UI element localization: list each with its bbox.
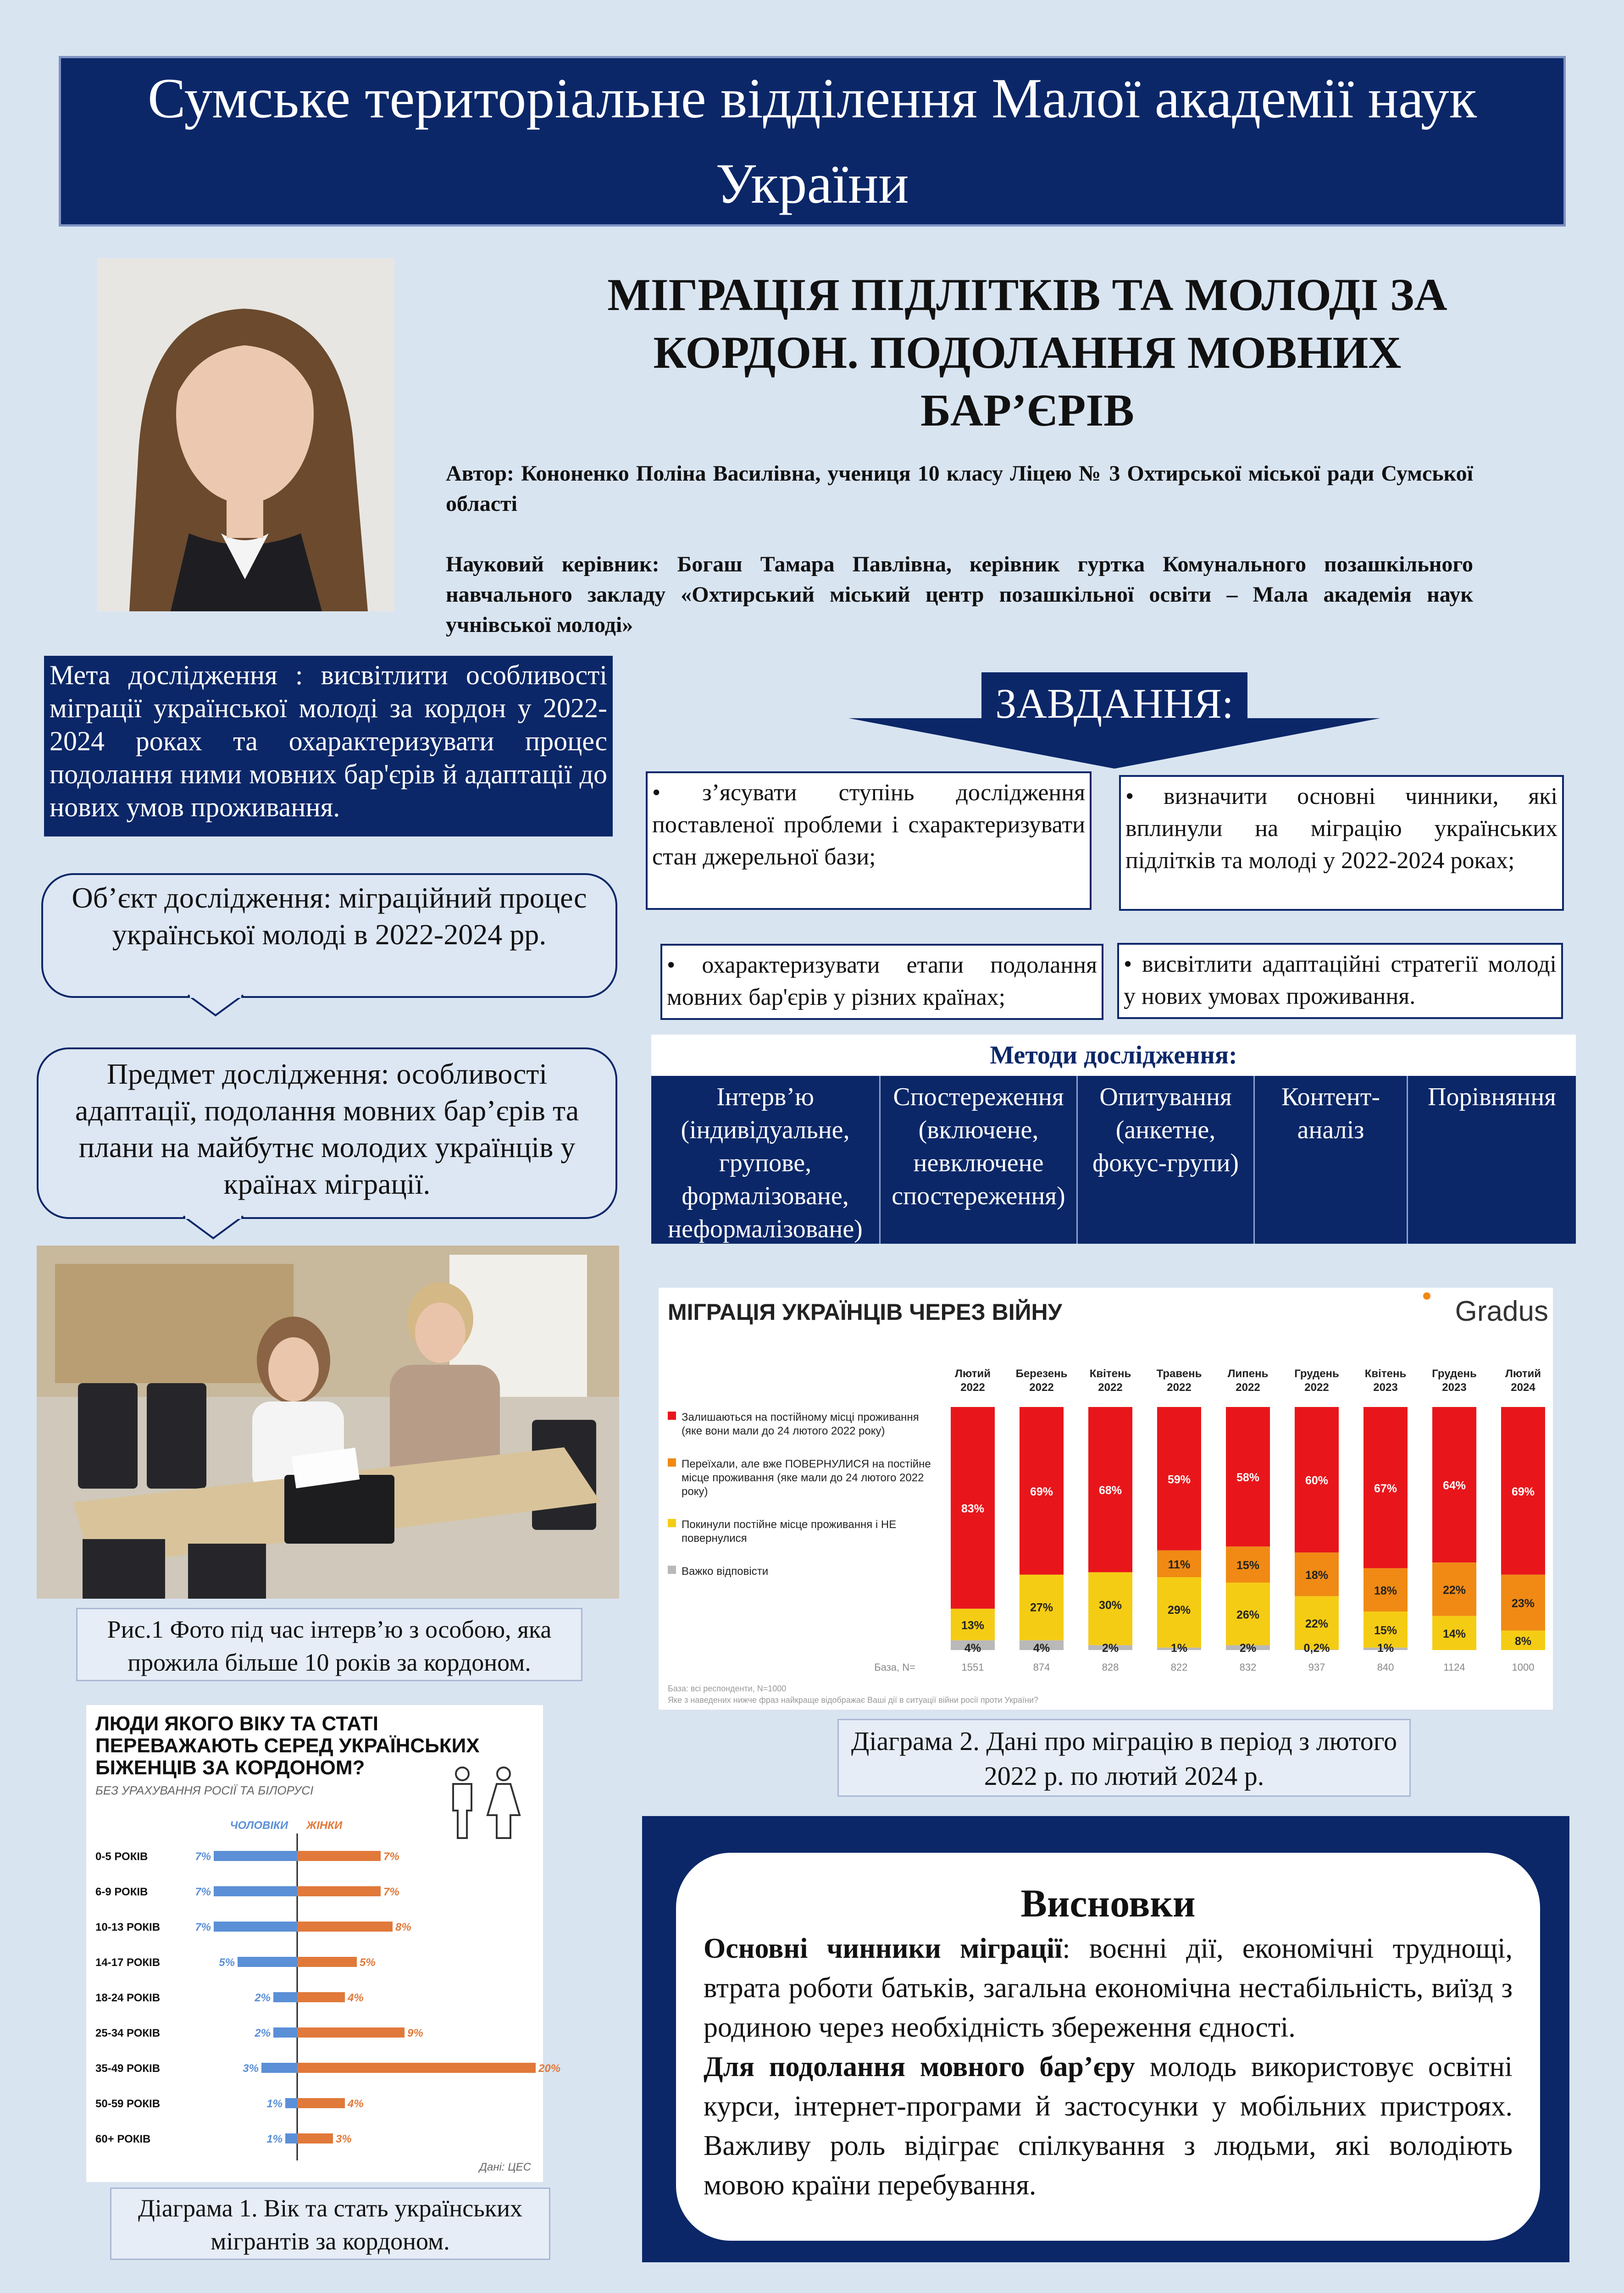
- bar-value-label: 22%: [1442, 1584, 1466, 1597]
- bar-value-label: 4%: [1033, 1642, 1050, 1655]
- bar-men: [214, 1886, 297, 1896]
- category-year: 2024: [1511, 1381, 1535, 1394]
- legend-label: Покинули постійне місце проживання і НЕ: [682, 1518, 897, 1531]
- base-value: 1124: [1443, 1662, 1465, 1673]
- category-label: Березень: [1015, 1368, 1068, 1380]
- conclusions-paragraph-1: [704, 1929, 1513, 2047]
- value-women: 7%: [383, 1886, 399, 1898]
- bar-men: [285, 2098, 297, 2108]
- conclusions-panel: [676, 1853, 1540, 2241]
- methods-grid: [651, 1076, 1576, 1244]
- object-bubble-tail: [188, 995, 243, 1016]
- bar-value-label: 67%: [1374, 1482, 1397, 1495]
- category-year: 2022: [1098, 1381, 1123, 1394]
- value-women: 9%: [407, 2027, 423, 2039]
- age-label: 35-49 РОКІВ: [95, 2062, 161, 2075]
- value-men: 5%: [219, 1956, 235, 1969]
- method-observation: Спостереження (включене, невключене спостереження): [881, 1076, 1078, 1244]
- research-object: [41, 873, 617, 998]
- conclusions-paragraph-2: [704, 2047, 1513, 2205]
- category-label: Лютий: [955, 1368, 991, 1380]
- task-item-1: • з’ясувати ступінь дослідження поставленої проблеми і схарактеризувати стан джерельної бази;: [646, 771, 1092, 910]
- value-women: 3%: [336, 2133, 352, 2145]
- chart-source: Дані: ЦЕС: [479, 2161, 531, 2173]
- author-photo: [97, 258, 394, 611]
- chart-brand: Gradus: [1455, 1296, 1548, 1327]
- chart-title: БІЖЕНЦІВ ЗА КОРДОНОМ?: [95, 1756, 365, 1779]
- legend-label: повернулися: [682, 1532, 747, 1545]
- bar-value-label: 18%: [1305, 1568, 1329, 1582]
- bar-women: [297, 1957, 357, 1967]
- base-value: 874: [1033, 1662, 1050, 1673]
- age-label: 18-24 РОКІВ: [95, 1992, 161, 2004]
- value-men: 7%: [195, 1850, 211, 1863]
- category-label: Грудень: [1432, 1368, 1477, 1380]
- age-sex-chart: [86, 1705, 561, 2182]
- legend-label: Важко відповісти: [682, 1565, 769, 1578]
- age-label: 25-34 РОКІВ: [95, 2027, 161, 2039]
- conclusions-p1-bold: Основні чинники міграції: [704, 1933, 1063, 1964]
- value-women: 20%: [538, 2062, 561, 2075]
- bar-women: [297, 1851, 381, 1861]
- research-object-text: Об’єкт дослідження: міграційний процес української молоді в 2022-2024 рр.: [72, 881, 587, 951]
- supervisor-line: Науковий керівник: Богаш Тамара Павлівна, керівник гуртка Комунального позашкільного навчального закладу «Охтирський міський центр позашкільної освіти – Мала академія наук учнівської молоді»: [446, 552, 1473, 637]
- bar-value-label: 69%: [1511, 1485, 1535, 1498]
- base-value: 832: [1239, 1662, 1257, 1673]
- chart-title: МІГРАЦІЯ УКРАЇНЦІВ ЧЕРЕЗ ВІЙНУ: [668, 1299, 1062, 1325]
- method-survey: Опитування (анкетне, фокус-групи): [1078, 1076, 1255, 1244]
- bar-value-label: 60%: [1305, 1474, 1329, 1487]
- bar-value-label: 1%: [1377, 1642, 1394, 1655]
- legend-men: ЧОЛОВІКИ: [230, 1819, 288, 1832]
- bar-value-label: 69%: [1030, 1485, 1053, 1498]
- base-value: 822: [1170, 1662, 1188, 1673]
- base-value: 1000: [1512, 1662, 1535, 1673]
- conclusions-p2-bold: Для подолання мовного бар’єру: [704, 2051, 1135, 2083]
- bar-value-label: 26%: [1236, 1608, 1260, 1622]
- author-line: Автор: Кононенко Поліна Василівна, учениця 10 класу Ліцею № 3 Охтирської міської ради Сумської області: [446, 461, 1473, 516]
- bar-value-label: 27%: [1030, 1601, 1053, 1614]
- method-content-analysis: Контент-аналіз: [1255, 1076, 1408, 1244]
- tasks-banner: [848, 672, 1380, 769]
- bar-men: [214, 1851, 297, 1861]
- bar-women: [297, 2027, 405, 2038]
- legend-swatch: [668, 1458, 676, 1467]
- bar-women: [297, 1992, 345, 2002]
- bar-men: [214, 1922, 297, 1932]
- task-item-3: • охарактеризувати етапи подолання мовних бар'єрів у різних країнах;: [660, 944, 1103, 1020]
- bar-value-label: 13%: [961, 1619, 985, 1632]
- bar-men: [273, 2027, 297, 2038]
- bar-value-label: 15%: [1374, 1624, 1397, 1637]
- bar-women: [297, 2133, 333, 2143]
- bar-value-label: 58%: [1236, 1471, 1260, 1484]
- poster-title: МІГРАЦІЯ ПІДЛІТКІВ ТА МОЛОДІ ЗА КОРДОН. ПОДОЛАННЯ МОВНИХ БАР’ЄРІВ: [607, 269, 1447, 436]
- bar-women: [297, 1922, 393, 1932]
- bar-value-label: 30%: [1098, 1599, 1122, 1612]
- male-icon-body: [453, 1784, 471, 1838]
- conclusions-p2-text: молодь використовує освітні курси, інтернет-програми й застосунки у мобільних пристроях. Важливу роль відіграє спілкування з людьми, які володіють мовою країни перебування.: [704, 2051, 1513, 2201]
- conclusions-title: Висновки: [1020, 1881, 1196, 1925]
- brand-dot-icon: [1423, 1292, 1430, 1300]
- age-label: 0-5 РОКІВ: [95, 1850, 148, 1863]
- category-year: 2022: [1304, 1381, 1329, 1394]
- task-item-2: • визначити основні чинники, які вплинули на міграцію українських підлітків та молоді у 2022-2024 роках;: [1119, 775, 1564, 911]
- value-men: 3%: [243, 2062, 259, 2075]
- legend-label: року): [682, 1485, 708, 1498]
- value-men: 2%: [255, 2027, 271, 2039]
- bar-value-label: 83%: [961, 1502, 985, 1515]
- chart-footnote: База: всі респонденти, N=1000: [668, 1684, 787, 1693]
- age-label: 6-9 РОКІВ: [95, 1886, 148, 1898]
- bar-value-label: 22%: [1305, 1617, 1329, 1630]
- legend-label: місце проживання (яке мали до 24 лютого 2022: [682, 1472, 924, 1484]
- male-icon: [456, 1767, 469, 1780]
- bar-value-label: 23%: [1511, 1597, 1535, 1610]
- category-year: 2023: [1373, 1381, 1398, 1394]
- age-label: 60+ РОКІВ: [95, 2133, 151, 2145]
- bar-value-label: 59%: [1167, 1473, 1191, 1486]
- bar-women: [297, 1886, 381, 1896]
- bar-men: [273, 1992, 297, 2002]
- photo-caption: Рис.1 Фото під час інтерв’ю з особою, яка прожила більше 10 років за кордоном.: [76, 1608, 582, 1681]
- chart-question: Яке з наведених нижче фраз найкраще відображає Ваші дії в ситуації війни росії проти України?: [668, 1695, 1039, 1705]
- chart-title: ПЕРЕВАЖАЮТЬ СЕРЕД УКРАЇНСЬКИХ: [95, 1734, 480, 1757]
- migration-chart: [659, 1288, 1553, 1710]
- category-label: Квітень: [1089, 1368, 1131, 1380]
- research-goal: Мета дослідження : висвітлити особливості міграції української молоді за кордон у 2022-2024 роках та охарактеризувати процес подолання ними мовних бар'єрів й адаптації до нових умов проживання.: [44, 656, 613, 836]
- category-label: Травень: [1156, 1368, 1202, 1380]
- category-label: Липень: [1227, 1368, 1269, 1380]
- legend-women: ЖІНКИ: [306, 1819, 343, 1832]
- methods-title: Методи дослідження:: [651, 1035, 1576, 1076]
- bar-value-label: 8%: [1514, 1634, 1532, 1648]
- legend-label: Переїхали, але вже ПОВЕРНУЛИСЯ на постійне: [682, 1458, 931, 1470]
- legend-label: (яке вони мали до 24 лютого 2022 року): [682, 1425, 885, 1437]
- bar-value-label: 1%: [1170, 1642, 1188, 1655]
- base-value: 840: [1377, 1662, 1394, 1673]
- age-label: 50-59 РОКІВ: [95, 2098, 161, 2110]
- age-label: 14-17 РОКІВ: [95, 1956, 161, 1969]
- female-icon-body: [488, 1784, 520, 1838]
- bar-value-label: 18%: [1374, 1584, 1397, 1597]
- research-subject: [37, 1047, 617, 1219]
- bar-value-label: 11%: [1168, 1558, 1191, 1571]
- task-item-4: • висвітлити адаптаційні стратегії молоді у нових умовах проживання.: [1117, 943, 1563, 1019]
- bar-value-label: 68%: [1098, 1484, 1122, 1497]
- category-label: Лютий: [1505, 1368, 1541, 1380]
- value-men: 7%: [195, 1886, 211, 1898]
- bar-value-label: 0,2%: [1303, 1642, 1330, 1655]
- chart-subtitle: БЕЗ УРАХУВАННЯ РОСІЇ ТА БІЛОРУСІ: [95, 1783, 314, 1797]
- bar-men: [285, 2133, 297, 2143]
- base-value: 937: [1308, 1662, 1325, 1673]
- bar-value-label: 2%: [1239, 1642, 1257, 1655]
- chart-title: ЛЮДИ ЯКОГО ВІКУ ТА СТАТІ: [95, 1712, 378, 1735]
- bar-women: [297, 2063, 536, 2073]
- conclusions-p1-text: : воєнні дії, економічні труднощі, втрата роботи батьків, загальна економічна нестабільність, виїзд з родиною через необхідність збереження єдності.: [704, 1933, 1513, 2043]
- tasks-heading: ЗАВДАННЯ:: [995, 680, 1234, 727]
- diagram2-caption: Діаграма 2. Дані про міграцію в період з лютого 2022 р. по лютий 2024 р.: [837, 1719, 1411, 1797]
- category-year: 2022: [1029, 1381, 1054, 1394]
- bar-value-label: 14%: [1442, 1627, 1466, 1640]
- category-year: 2023: [1442, 1381, 1467, 1394]
- legend-swatch: [668, 1412, 676, 1420]
- female-icon: [497, 1767, 510, 1780]
- category-year: 2022: [1167, 1381, 1192, 1394]
- base-value: 828: [1102, 1662, 1119, 1673]
- bar-value-label: 4%: [964, 1642, 981, 1655]
- legend-label: Залишаються на постійному місці проживання: [682, 1411, 919, 1423]
- bar-women: [297, 2098, 345, 2108]
- value-women: 4%: [348, 2098, 364, 2110]
- research-subject-text: Предмет дослідження: особливості адаптації, подолання мовних бар’єрів та плани на майбутнє молодих українців у країнах міграції.: [75, 1058, 579, 1200]
- method-interview: Інтерв’ю (індивідуальне, групове, формалізоване, неформалізоване): [651, 1076, 881, 1244]
- value-men: 7%: [195, 1921, 211, 1933]
- bar-value-label: 29%: [1167, 1604, 1191, 1617]
- value-men: 2%: [255, 1992, 271, 2004]
- method-comparison: Порівняння: [1428, 1083, 1556, 1111]
- age-label: 10-13 РОКІВ: [95, 1921, 161, 1933]
- category-year: 2022: [1236, 1381, 1260, 1394]
- diagram1-caption: Діаграма 1. Вік та стать українських мігрантів за кордоном.: [110, 2188, 550, 2260]
- bar-value-label: 15%: [1236, 1559, 1260, 1572]
- bar-men: [261, 2063, 297, 2073]
- bar-men: [238, 1957, 297, 1967]
- header-banner: [59, 56, 1566, 227]
- value-women: 8%: [395, 1921, 411, 1933]
- legend-swatch: [668, 1519, 676, 1527]
- bar-value-label: 2%: [1102, 1642, 1119, 1655]
- header-title: Сумське територіальне відділення Малої академії наук України: [147, 67, 1477, 215]
- subject-bubble-tail: [183, 1216, 243, 1239]
- base-label: База, N=: [874, 1662, 915, 1673]
- legend-swatch: [668, 1566, 676, 1574]
- base-value: 1551: [961, 1662, 984, 1673]
- value-women: 7%: [383, 1850, 399, 1863]
- category-label: Квітень: [1364, 1368, 1407, 1380]
- value-men: 1%: [266, 2133, 283, 2145]
- methods-table: [651, 1035, 1576, 1244]
- value-women: 5%: [360, 1956, 376, 1969]
- value-men: 1%: [266, 2098, 283, 2110]
- category-year: 2022: [960, 1381, 985, 1394]
- bar-value-label: 64%: [1442, 1479, 1466, 1492]
- category-label: Грудень: [1294, 1368, 1339, 1380]
- value-women: 4%: [348, 1992, 364, 2004]
- interview-photo: [37, 1246, 619, 1599]
